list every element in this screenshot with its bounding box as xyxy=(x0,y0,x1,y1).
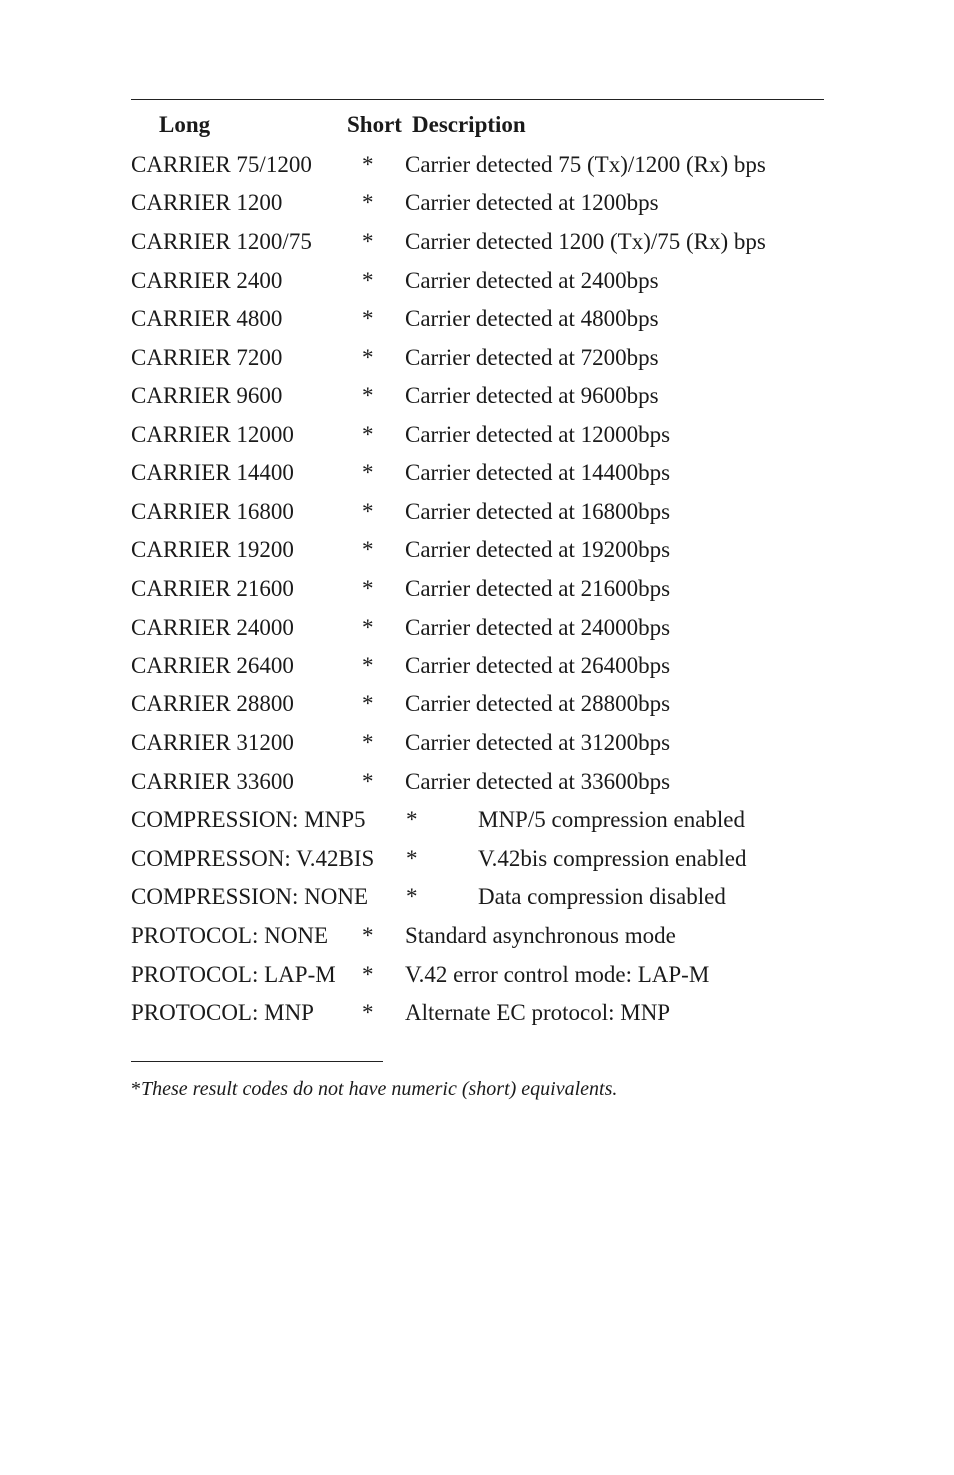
long-code: COMPRESSION: MNP5 xyxy=(131,807,366,832)
table-row xyxy=(0,422,954,460)
description: Carrier detected at 19200bps xyxy=(405,537,671,562)
long-code: CARRIER 75/1200 xyxy=(131,152,312,177)
long-code: COMPRESSON: V.42BIS xyxy=(131,846,375,871)
table-row xyxy=(0,923,954,961)
table-row xyxy=(0,576,954,614)
long-code: CARRIER 16800 xyxy=(131,499,294,524)
table-row xyxy=(0,383,954,421)
short-code: * xyxy=(362,229,374,254)
long-code: CARRIER 12000 xyxy=(131,422,294,447)
table-row xyxy=(0,846,954,884)
long-code: CARRIER 7200 xyxy=(131,345,283,370)
long-code: PROTOCOL: LAP-M xyxy=(131,962,336,987)
table-row xyxy=(0,190,954,228)
short-code: * xyxy=(406,884,418,909)
table-row xyxy=(0,730,954,768)
footnote xyxy=(131,1078,617,1101)
short-code: * xyxy=(362,190,374,215)
table-row xyxy=(0,691,954,729)
short-code: * xyxy=(362,306,374,331)
table-row xyxy=(0,962,954,1000)
short-code: * xyxy=(406,807,418,832)
short-code: * xyxy=(362,152,374,177)
description: Carrier detected at 26400bps xyxy=(405,653,671,678)
short-code: * xyxy=(362,460,374,485)
footnote-marker: * xyxy=(131,1078,141,1100)
short-code: * xyxy=(362,1000,374,1025)
description: Carrier detected at 21600bps xyxy=(405,576,671,601)
description: Carrier detected at 24000bps xyxy=(405,615,671,640)
short-code: * xyxy=(362,345,374,370)
table-row xyxy=(0,229,954,267)
description: Carrier detected 75 (Tx)/1200 (Rx) bps xyxy=(405,152,766,177)
long-code: CARRIER 33600 xyxy=(131,769,294,794)
header-long: Long xyxy=(159,112,211,137)
description: Standard asynchronous mode xyxy=(405,923,676,948)
description: V.42bis compression enabled xyxy=(478,846,747,871)
long-code: CARRIER 2400 xyxy=(131,268,283,293)
table-row xyxy=(0,499,954,537)
description: Carrier detected at 4800bps xyxy=(405,306,659,331)
long-code: CARRIER 21600 xyxy=(131,576,294,601)
long-code: CARRIER 31200 xyxy=(131,730,294,755)
long-code: CARRIER 24000 xyxy=(131,615,294,640)
long-code: CARRIER 19200 xyxy=(131,537,294,562)
short-code: * xyxy=(362,923,374,948)
description: MNP/5 compression enabled xyxy=(478,807,746,832)
description: Carrier detected at 12000bps xyxy=(405,422,671,447)
long-code: CARRIER 1200 xyxy=(131,190,283,215)
long-code: CARRIER 4800 xyxy=(131,306,283,331)
description: Carrier detected at 31200bps xyxy=(405,730,671,755)
long-code: PROTOCOL: NONE xyxy=(131,923,329,948)
short-code: * xyxy=(362,615,374,640)
short-code: * xyxy=(362,769,374,794)
description: Carrier detected at 33600bps xyxy=(405,769,671,794)
description: Carrier detected at 1200bps xyxy=(405,190,659,215)
short-code: * xyxy=(362,499,374,524)
short-code: * xyxy=(362,268,374,293)
table-row xyxy=(0,460,954,498)
long-code: PROTOCOL: MNP xyxy=(131,1000,314,1025)
long-code: CARRIER 14400 xyxy=(131,460,294,485)
table-row xyxy=(0,615,954,653)
top-rule xyxy=(131,99,824,100)
long-code: CARRIER 26400 xyxy=(131,653,294,678)
short-code: * xyxy=(362,962,374,987)
long-code: COMPRESSION: NONE xyxy=(131,884,369,909)
short-code: * xyxy=(362,653,374,678)
header-short: Short xyxy=(347,112,402,137)
description: Alternate EC protocol: MNP xyxy=(405,1000,671,1025)
table-row xyxy=(0,1000,954,1038)
table-row xyxy=(0,306,954,344)
description: Carrier detected at 2400bps xyxy=(405,268,659,293)
short-code: * xyxy=(362,730,374,755)
description: Carrier detected at 16800bps xyxy=(405,499,671,524)
long-code: CARRIER 9600 xyxy=(131,383,283,408)
description: Data compression disabled xyxy=(478,884,726,909)
description: V.42 error control mode: LAP-M xyxy=(405,962,710,987)
table-row xyxy=(0,884,954,922)
table-row xyxy=(0,653,954,691)
short-code: * xyxy=(406,846,418,871)
table-row xyxy=(0,537,954,575)
table-row xyxy=(0,152,954,190)
table-row xyxy=(0,268,954,306)
table-row xyxy=(0,769,954,807)
footnote-rule xyxy=(131,1061,383,1062)
short-code: * xyxy=(362,383,374,408)
footnote-text: These result codes do not have numeric (short) equivalents. xyxy=(141,1078,618,1100)
short-code: * xyxy=(362,691,374,716)
description: Carrier detected at 14400bps xyxy=(405,460,671,485)
long-code: CARRIER 28800 xyxy=(131,691,294,716)
description: Carrier detected at 7200bps xyxy=(405,345,659,370)
short-code: * xyxy=(362,576,374,601)
header-description: Description xyxy=(412,112,526,137)
short-code: * xyxy=(362,422,374,447)
table-row xyxy=(0,345,954,383)
short-code: * xyxy=(362,537,374,562)
long-code: CARRIER 1200/75 xyxy=(131,229,312,254)
table-row xyxy=(0,807,954,845)
description: Carrier detected at 28800bps xyxy=(405,691,671,716)
description: Carrier detected at 9600bps xyxy=(405,383,659,408)
description: Carrier detected 1200 (Tx)/75 (Rx) bps xyxy=(405,229,766,254)
